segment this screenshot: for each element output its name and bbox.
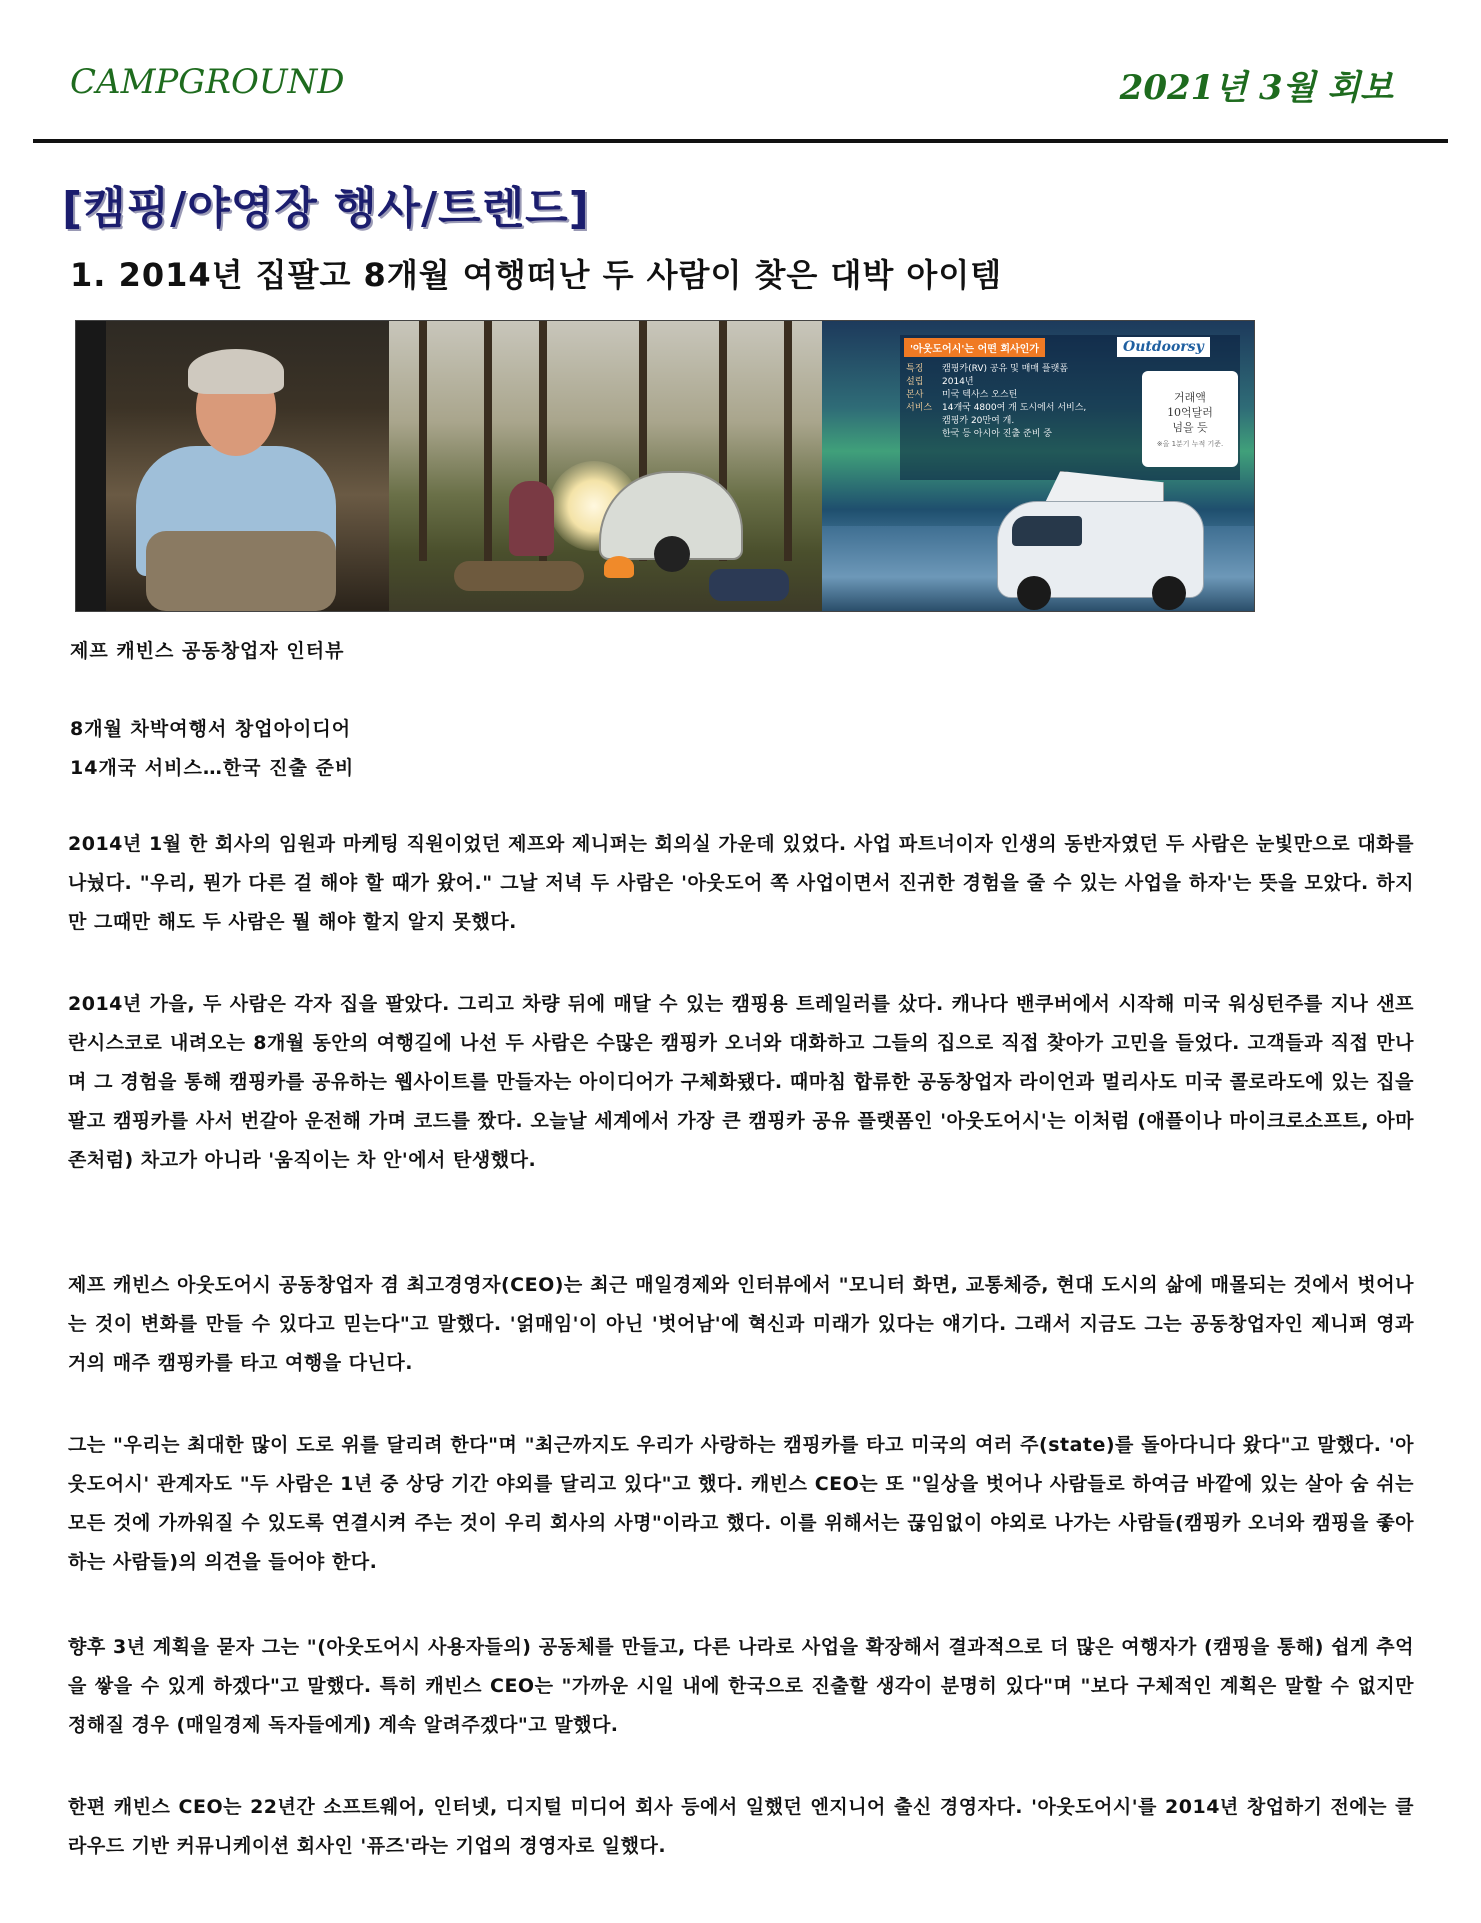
issue-label: 2021년 3월 회보 <box>1119 68 1393 108</box>
fact-row: 본사 미국 텍사스 오스틴 <box>906 390 1018 400</box>
body-paragraph-1: 2014년 1월 한 회사의 임원과 마케팅 직원이었던 제프와 제니퍼는 회의실 가운데 있었다. 사업 파트너이자 인생의 동반자였던 두 사람은 눈빛만으로 대화를 나눴다. "우리, 뭔가 다른 걸 해야 할 때가 왔어." 그날 저녁 두 사람은 '아웃도어 쪽 사업이면서 진귀한 경험을 줄 수 있는 사업을 하자'는 뜻을 모았다. 하지만 그때만 해도 두 사람은 뭘 해야 할지 알지 못했다. <box>68 833 1414 933</box>
body-paragraph-3: 제프 캐빈스 아웃도어시 공동창업자 겸 최고경영자(CEO)는 최근 매일경제와 인터뷰에서 "모니터 화면, 교통체증, 현대 도시의 삶에 매몰되는 것에서 벗어나는 것이 변화를 만들 수 있다고 믿는다"고 말했다. '얽매임'이 아닌 '벗어남'에 혁신과 미래가 있다는 얘기다. 그래서 지금도 그는 공동창업자인 제니퍼 영과 거의 매주 캠핑카를 타고 여행을 다닌다. <box>68 1274 1414 1374</box>
publication-name: CAMPGROUND <box>70 62 345 102</box>
photo-founder-portrait <box>76 321 389 611</box>
body-paragraph-2: 2014년 가을, 두 사람은 각자 집을 팔았다. 그리고 차량 뒤에 매달 수 있는 캠핑용 트레일러를 샀다. 캐나다 밴쿠버에서 시작해 미국 워싱턴주를 지나 샌프란시스코로 내려오는 8개월 동안의 여행길에 나선 두 사람은 수많은 캠핑카 오너와 대화하고 그들의 집으로 직접 찾아가 고민을 들었다. 고객들과 직접 만나며 그 경험을 통해 캠핑카를 공유하는 웹사이트를 만들자는 아이디어가 구체화됐다. 때마침 합류한 공동창업자 라이언과 멀리사도 미국 콜로라도에 있는 집을 팔고 캠핑카를 사서 번갈아 운전해 가며 코드를 짰다. 오늘날 세계에서 가장 큰 캠핑카 공유 플랫폼인 '아웃도어시'는 이처럼 (애플이나 마이크로소프트, 아마존처럼) 차고가 아니라 '움직이는 차 안'에서 탄생했다. <box>68 993 1414 1171</box>
photo-campsite-trailer <box>389 321 822 611</box>
infographic-tag: '아웃도어시'는 어떤 회사인가 <box>904 338 1045 357</box>
photo-strip <box>75 320 1255 612</box>
infographic-facts <box>906 363 1106 441</box>
interview-caption: 제프 캐빈스 공동창업자 인터뷰 <box>70 640 345 662</box>
body-paragraph-5: 향후 3년 계획을 묻자 그는 "(아웃도어시 사용자들의) 공동체를 만들고, 다른 나라로 사업을 확장해서 결과적으로 더 많은 여행자가 (캠핑을 통해) 쉽게 추억을 쌓을 수 있게 하겠다"고 말했다. 특히 캐빈스 CEO는 "가까운 시일 내에 한국으로 진출할 생각이 분명히 있다"며 "보다 구체적인 계획은 말할 수 없지만 정해질 경우 (매일경제 독자들에게) 계속 알려주겠다"고 말했다. <box>68 1636 1414 1736</box>
fact-row: 캠핑카 20만여 개. <box>942 416 1015 426</box>
body-paragraph-6: 한편 캐빈스 CEO는 22년간 소프트웨어, 인터넷, 디지털 미디어 회사 등에서 일했던 엔지니어 출신 경영자다. '아웃도어시'를 2014년 창업하기 전에는 클라우드 기반 커뮤니케이션 회사인 '퓨즈'라는 기업의 경영자로 일했다. <box>68 1796 1414 1857</box>
section-title: [캠핑/야영장 행사/트렌드] <box>62 183 590 234</box>
subhead-1: 8개월 차박여행서 창업아이디어 <box>70 718 352 740</box>
subhead-2: 14개국 서비스…한국 진출 준비 <box>70 757 355 779</box>
header-divider <box>33 139 1448 143</box>
outdoorsy-logo: Outdoorsy <box>1117 337 1210 357</box>
article-title: 1. 2014년 집팔고 8개월 여행떠난 두 사람이 찾은 대박 아이템 <box>70 256 1003 294</box>
transaction-stat-badge: 거래액 10억달러 넘을 듯 ※올 1분기 누적 기준. <box>1142 371 1238 467</box>
photo-outdoorsy-infographic <box>822 321 1254 611</box>
fact-row: 특징 캠핑카(RV) 공유 및 매매 플랫폼 <box>906 364 1069 374</box>
body-paragraph-4: 그는 "우리는 최대한 많이 도로 위를 달리려 한다"며 "최근까지도 우리가 사랑하는 캠핑카를 타고 미국의 여러 주(state)를 돌아다니다 왔다"고 말했다. '아웃도어시' 관계자도 "두 사람은 1년 중 상당 기간 야외를 달리고 있다"고 했다. 캐빈스 CEO는 또 "일상을 벗어나 사람들로 하여금 바깥에 있는 살아 숨 쉬는 모든 것에 가까워질 수 있도록 연결시켜 주는 것이 우리 회사의 사명"이라고 했다. 이를 위해서는 끊임없이 야외로 나가는 사람들(캠핑카 오너와 캠핑을 좋아하는 사람들)의 의견을 들어야 한다. <box>68 1434 1414 1573</box>
fact-row: 한국 등 아시아 진출 준비 중 <box>942 429 1052 439</box>
fact-row: 설립 2014년 <box>906 377 974 387</box>
fact-row: 서비스 14개국 4800여 개 도시에서 서비스, <box>906 403 1087 413</box>
